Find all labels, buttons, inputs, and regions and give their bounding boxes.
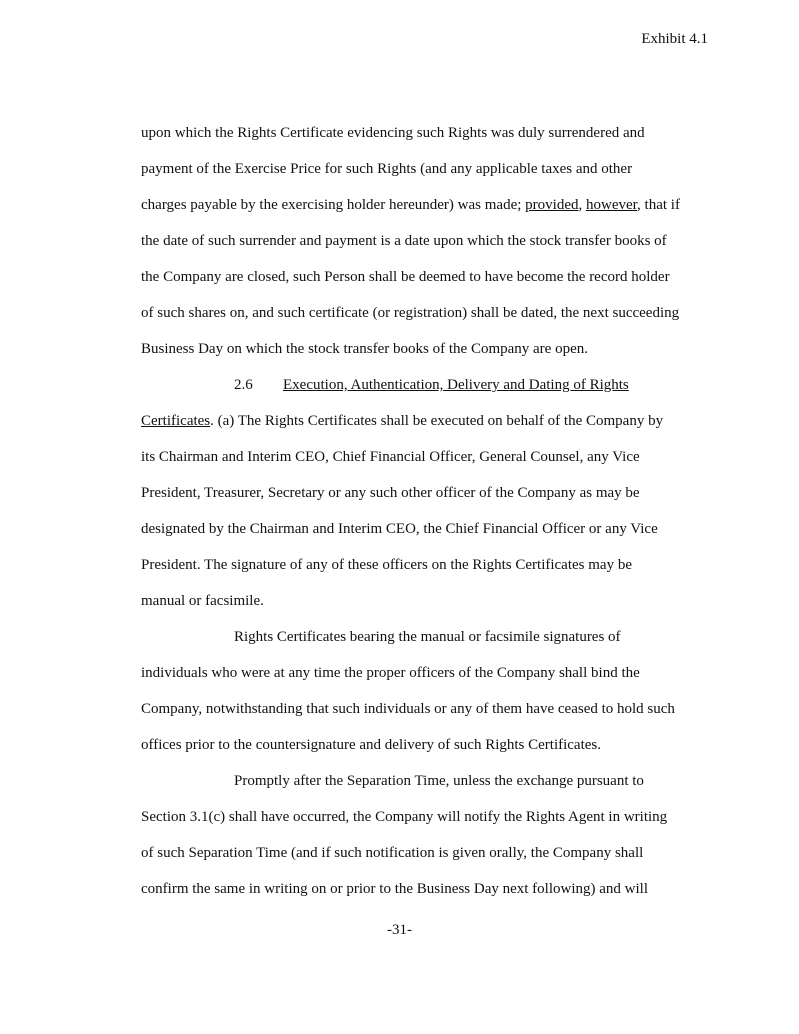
section-heading: Execution, Authentication, Delivery and Dating of Rights bbox=[283, 377, 629, 393]
paragraph-line: individuals who were at any time the proper officers of the Company shall bind the bbox=[141, 665, 640, 681]
paragraph-line: President, Treasurer, Secretary or any such other officer of the Company as may be bbox=[141, 485, 640, 501]
paragraph-line: Business Day on which the stock transfer books of the Company are open. bbox=[141, 341, 588, 357]
provided-term: provided bbox=[525, 197, 579, 213]
paragraph-line: of such Separation Time (and if such notification is given orally, the Company shall bbox=[141, 845, 644, 861]
paragraph-line: confirm the same in writing on or prior to the Business Day next following) and will bbox=[141, 881, 648, 897]
paragraph-line bbox=[141, 412, 663, 430]
paragraph-line: manual or facsimile. bbox=[141, 593, 264, 609]
paragraph-line: offices prior to the countersignature and delivery of such Rights Certificates. bbox=[141, 737, 602, 753]
page-number: -31- bbox=[387, 922, 412, 938]
however-term: however bbox=[585, 197, 638, 213]
text-segment: charges payable by the exercising holder hereunder) was made; bbox=[141, 197, 526, 213]
paragraph-line: President. The signature of any of these officers on the Rights Certificates may be bbox=[141, 557, 632, 573]
paragraph-line: the Company are closed, such Person shall be deemed to have become the record holder bbox=[141, 269, 670, 285]
paragraph-line bbox=[141, 196, 680, 214]
exhibit-label: Exhibit 4.1 bbox=[641, 31, 708, 47]
paragraph-line: upon which the Rights Certificate evidencing such Rights was duly surrendered and bbox=[141, 125, 645, 141]
paragraph-line: its Chairman and Interim CEO, Chief Financial Officer, General Counsel, any Vice bbox=[141, 449, 640, 465]
section-heading-continued: Certificates bbox=[141, 413, 211, 429]
paragraph-line: the date of such surrender and payment is a date upon which the stock transfer books of bbox=[141, 233, 667, 249]
paragraph-line: payment of the Exercise Price for such Rights (and any applicable taxes and other bbox=[141, 161, 633, 177]
text-segment: , bbox=[578, 197, 586, 213]
paragraph-line: designated by the Chairman and Interim CEO, the Chief Financial Officer or any Vice bbox=[141, 521, 658, 537]
paragraph-line: Rights Certificates bearing the manual or facsimile signatures of bbox=[234, 629, 621, 645]
text-segment: , that if bbox=[637, 197, 680, 213]
section-number: 2.6 bbox=[234, 377, 253, 393]
paragraph-line: Promptly after the Separation Time, unless the exchange pursuant to bbox=[234, 773, 644, 789]
paragraph-line: Company, notwithstanding that such individuals or any of them have ceased to hold such bbox=[141, 701, 675, 717]
paragraph-line: Section 3.1(c) shall have occurred, the Company will notify the Rights Agent in writing bbox=[141, 809, 668, 825]
paragraph-line: of such shares on, and such certificate (or registration) shall be dated, the next succeeding bbox=[141, 305, 680, 321]
text-segment: . (a) The Rights Certificates shall be executed on behalf of the Company by bbox=[210, 413, 664, 429]
